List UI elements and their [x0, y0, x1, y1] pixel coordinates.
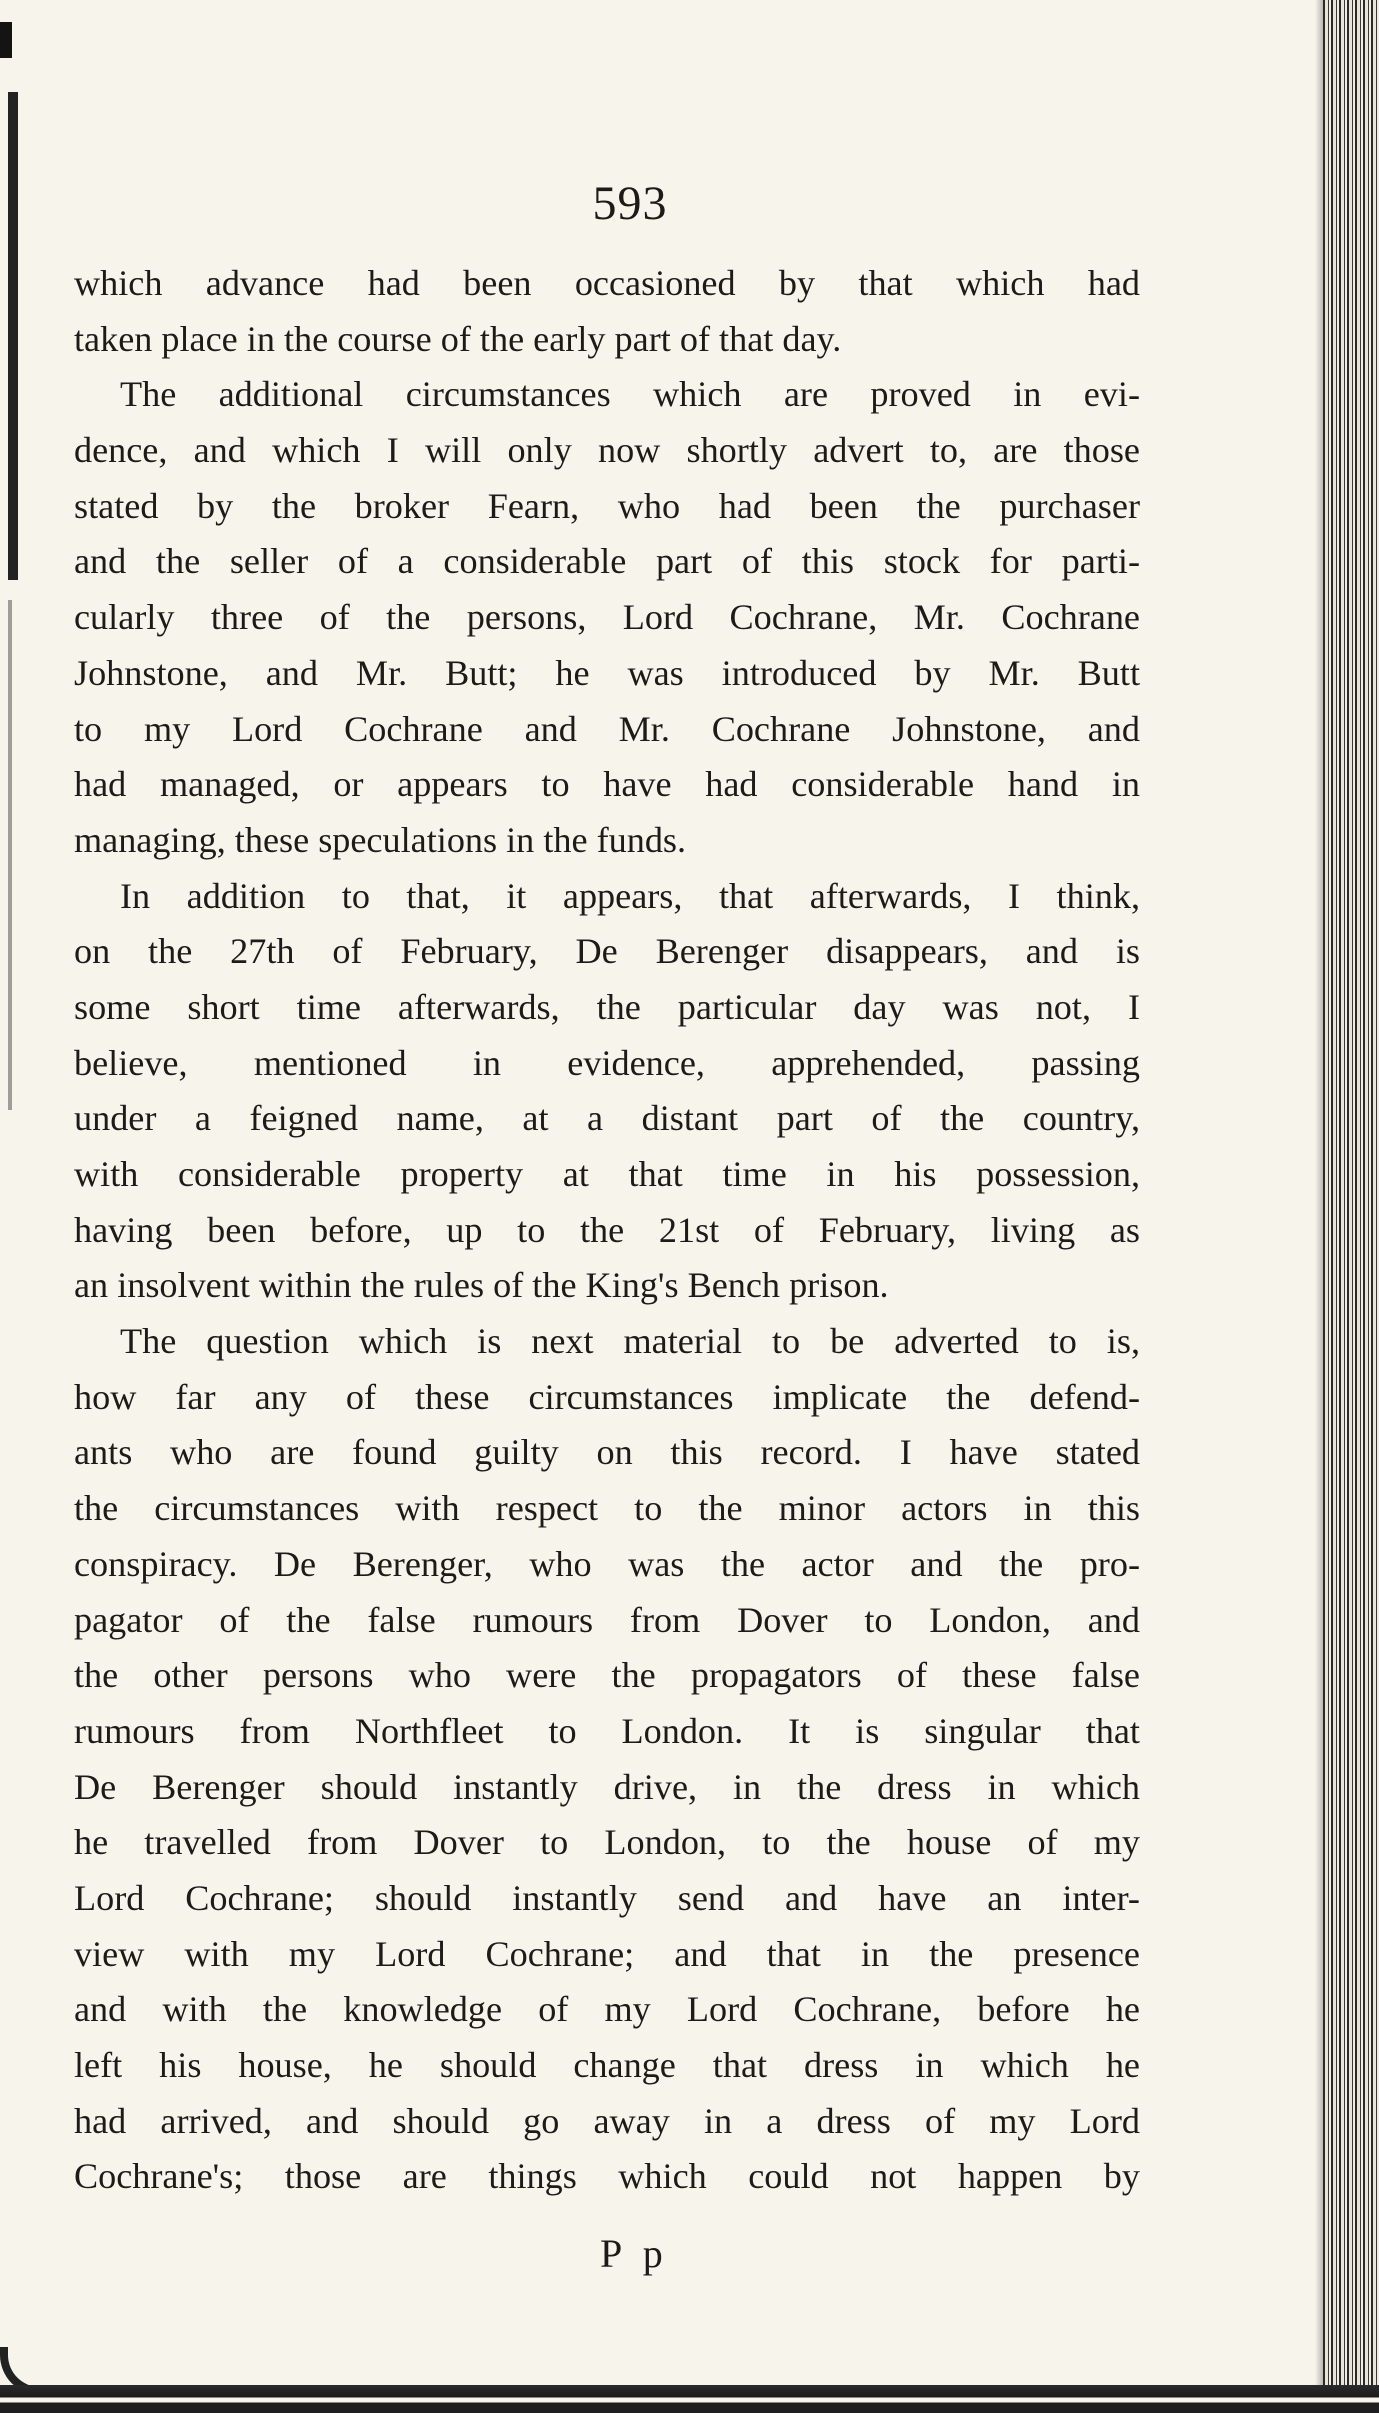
text-line: on the 27th of February, De Berenger disappears, and is — [74, 931, 1140, 972]
text-line: dence, and which I will only now shortly advert to, are those — [74, 430, 1140, 471]
text-line: which advance had been occasioned by that which had — [74, 263, 1140, 303]
text-line: some short time afterwards, the particular day was not, I — [74, 986, 1140, 1027]
text-line: under a feigned name, at a distant part of the country, — [74, 1098, 1140, 1139]
text-line: the other persons who were the propagators of these false — [74, 1655, 1140, 1696]
signature-mark: P p — [600, 2231, 669, 2276]
page-bottom-edge — [0, 2385, 1379, 2413]
text-line: and the seller of a considerable part of this stock for parti- — [74, 541, 1140, 582]
text-line: he travelled from Dover to London, to the house of my — [74, 1822, 1140, 1863]
page-number: 593 — [592, 177, 668, 230]
text-line: cularly three of the persons, Lord Cochrane, Mr. Cochrane — [74, 597, 1140, 638]
text-line: The additional circumstances which are proved in evi- — [120, 374, 1140, 415]
text-line: Lord Cochrane; should instantly send and have an inter- — [74, 1877, 1140, 1918]
text-line: how far any of these circumstances implicate the defend- — [74, 1376, 1140, 1417]
text-line: taken place in the course of the early part of that day. — [74, 318, 842, 359]
text-line: believe, mentioned in evidence, apprehended, passing — [74, 1042, 1140, 1083]
text-line: to my Lord Cochrane and Mr. Cochrane Johnstone, and — [74, 708, 1140, 749]
text-line: De Berenger should instantly drive, in the dress in which — [74, 1766, 1140, 1807]
text-line: Johnstone, and Mr. Butt; he was introduced by Mr. Butt — [74, 652, 1140, 693]
text-line: In addition to that, it appears, that afterwards, I think, — [120, 875, 1140, 916]
text-line: an insolvent within the rules of the King's Bench prison. — [74, 1265, 889, 1306]
text-line: Cochrane's; those are things which could not happen by — [74, 2156, 1140, 2197]
scan-edge-shadow-lower — [8, 600, 12, 1110]
text-line: stated by the broker Fearn, who had been the purchaser — [74, 485, 1140, 526]
text-line: The question which is next material to be adverted to is, — [120, 1321, 1140, 1362]
text-line: having been before, up to the 21st of February, living as — [74, 1209, 1140, 1250]
text-line: ants who are found guilty on this record. I have stated — [74, 1432, 1140, 1473]
scan-edge-mark — [0, 22, 12, 58]
gutter-shade — [1315, 0, 1323, 2413]
text-line: view with my Lord Cochrane; and that in the presence — [74, 1933, 1140, 1974]
text-line: the circumstances with respect to the minor actors in this — [74, 1488, 1140, 1529]
book-gutter — [1323, 0, 1379, 2413]
text-line: with considerable property at that time in his possession, — [74, 1154, 1140, 1194]
text-line: and with the knowledge of my Lord Cochrane, before he — [74, 1989, 1140, 2030]
text-line: pagator of the false rumours from Dover to London, and — [74, 1599, 1140, 1640]
text-line: had arrived, and should go away in a dress of my Lord — [74, 2100, 1140, 2141]
body-text — [74, 256, 1140, 2205]
text-line: rumours from Northfleet to London. It is singular that — [74, 1710, 1140, 1751]
text-line: left his house, he should change that dress in which he — [74, 2045, 1140, 2085]
text-line: had managed, or appears to have had considerable hand in — [74, 764, 1140, 805]
scan-edge-shadow — [8, 92, 18, 580]
text-line: conspiracy. De Berenger, who was the actor and the pro- — [74, 1543, 1140, 1584]
text-line: managing, these speculations in the funds. — [74, 819, 687, 860]
